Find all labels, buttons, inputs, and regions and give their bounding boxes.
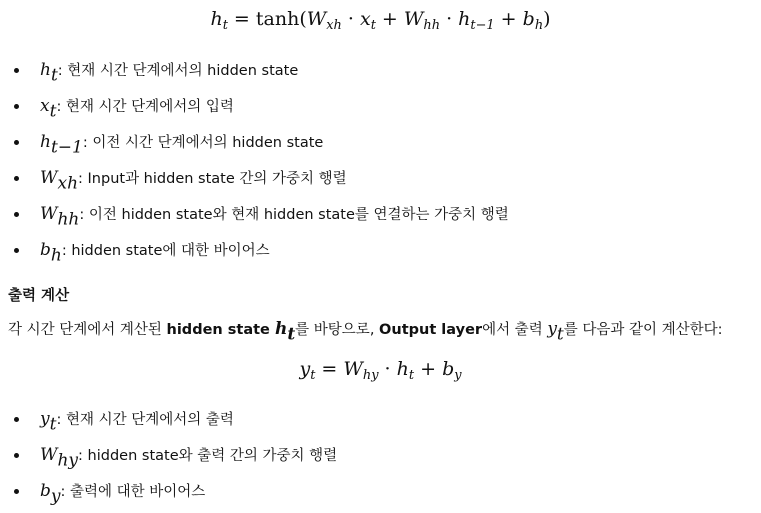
paragraph-bold-text: Output layer bbox=[379, 322, 483, 338]
variable-symbol: h bbox=[40, 132, 51, 152]
paragraph-text: 를 바탕으로, bbox=[295, 322, 380, 338]
formula-operator: · bbox=[440, 8, 459, 30]
bullet-dot bbox=[14, 248, 19, 253]
list-item bbox=[0, 56, 509, 92]
rnn-output-formula bbox=[0, 358, 761, 384]
variable-symbol: b bbox=[40, 240, 51, 260]
bullet-dot bbox=[14, 104, 19, 109]
list-item bbox=[0, 441, 337, 477]
list-item bbox=[0, 164, 509, 200]
section-heading: 출력 계산 bbox=[8, 288, 70, 304]
formula-operator: = bbox=[227, 8, 256, 30]
formula-subscript: xh bbox=[326, 18, 342, 34]
formula-operator: · bbox=[341, 8, 360, 30]
formula-subscript: t bbox=[408, 368, 415, 384]
formula-symbol: y bbox=[299, 358, 311, 380]
variable-symbol: h bbox=[40, 60, 51, 80]
variable-subscript: hh bbox=[57, 209, 80, 230]
list-item bbox=[0, 128, 509, 164]
hidden-state-variable-list bbox=[0, 56, 509, 272]
formula-subscript: y bbox=[454, 368, 462, 384]
variable-description: : hidden state와 출력 간의 가중치 행렬 bbox=[78, 448, 338, 464]
variable-symbol: W bbox=[40, 168, 58, 188]
paragraph-text: 를 다음과 같이 계산한다: bbox=[563, 322, 723, 338]
formula-operator: · bbox=[378, 358, 397, 380]
formula-symbol: b bbox=[522, 8, 535, 30]
list-item bbox=[0, 236, 509, 272]
paragraph-text: 에서 출력 bbox=[482, 322, 548, 338]
formula-symbol: h bbox=[458, 8, 471, 30]
formula-symbol: b bbox=[442, 358, 455, 380]
formula-operator: + bbox=[375, 8, 404, 30]
formula-symbol: W bbox=[343, 358, 363, 380]
formula-subscript: t bbox=[222, 18, 228, 34]
formula-operator: + bbox=[414, 358, 443, 380]
variable-description: : 현재 시간 단계에서의 hidden state bbox=[57, 63, 299, 79]
formula-operator: = bbox=[315, 358, 344, 380]
variable-description: : 현재 시간 단계에서의 입력 bbox=[56, 99, 234, 115]
variable-subscript: y bbox=[50, 486, 61, 507]
variable-subscript: t bbox=[49, 101, 57, 122]
variable-subscript: t bbox=[287, 324, 296, 345]
bullet-dot bbox=[14, 489, 19, 494]
formula-subscript: h bbox=[534, 18, 544, 34]
formula-subscript: t bbox=[310, 368, 316, 384]
formula-subscript: hy bbox=[362, 368, 379, 384]
paragraph-bold-text: hidden state bbox=[166, 322, 275, 338]
bullet-dot bbox=[14, 68, 19, 73]
variable-description: : Input과 hidden state 간의 가중치 행렬 bbox=[78, 171, 347, 187]
bullet-dot bbox=[14, 453, 19, 458]
variable-subscript: xh bbox=[57, 173, 79, 194]
variable-symbol: h bbox=[274, 319, 288, 339]
formula-subscript: t bbox=[370, 18, 376, 34]
variable-symbol: y bbox=[40, 409, 50, 429]
bullet-dot bbox=[14, 212, 19, 217]
formula-symbol: W bbox=[403, 8, 424, 30]
variable-subscript: t bbox=[556, 324, 564, 345]
paragraph-text: 각 시간 단계에서 계산된 bbox=[8, 322, 167, 338]
formula-subscript: t−1 bbox=[470, 18, 495, 34]
formula-paren: ) bbox=[543, 8, 551, 30]
variable-symbol: b bbox=[40, 481, 51, 501]
formula-function: tanh bbox=[255, 8, 300, 30]
variable-subscript: t−1 bbox=[50, 137, 83, 158]
variable-symbol: y bbox=[547, 319, 557, 339]
bullet-dot bbox=[14, 176, 19, 181]
formula-subscript: hh bbox=[423, 18, 441, 34]
list-item bbox=[0, 200, 509, 236]
list-item bbox=[0, 92, 509, 128]
formula-operator: + bbox=[494, 8, 523, 30]
formula-symbol: x bbox=[359, 8, 371, 30]
variable-description: : hidden state에 대한 바이어스 bbox=[61, 243, 270, 259]
variable-description: : 출력에 대한 바이어스 bbox=[60, 484, 206, 500]
output-description-paragraph bbox=[8, 318, 723, 345]
variable-subscript: t bbox=[50, 65, 58, 86]
variable-subscript: hy bbox=[57, 450, 79, 471]
variable-subscript: t bbox=[49, 414, 57, 435]
list-item bbox=[0, 405, 337, 441]
variable-symbol: W bbox=[40, 204, 58, 224]
variable-symbol: W bbox=[40, 445, 58, 465]
output-variable-list bbox=[0, 405, 337, 513]
variable-description: : 이전 시간 단계에서의 hidden state bbox=[82, 135, 324, 151]
bullet-dot bbox=[14, 140, 19, 145]
formula-paren: ( bbox=[299, 8, 307, 30]
formula-symbol: W bbox=[306, 8, 327, 30]
rnn-hidden-state-formula bbox=[0, 8, 761, 34]
bullet-dot bbox=[14, 417, 19, 422]
variable-subscript: h bbox=[50, 245, 62, 266]
variable-description: : 현재 시간 단계에서의 출력 bbox=[56, 412, 234, 428]
formula-symbol: h bbox=[210, 8, 223, 30]
formula-symbol: h bbox=[396, 358, 409, 380]
variable-description: : 이전 hidden state와 현재 hidden state를 연결하는 가중치 행렬 bbox=[79, 207, 509, 223]
variable-symbol: x bbox=[40, 96, 50, 116]
